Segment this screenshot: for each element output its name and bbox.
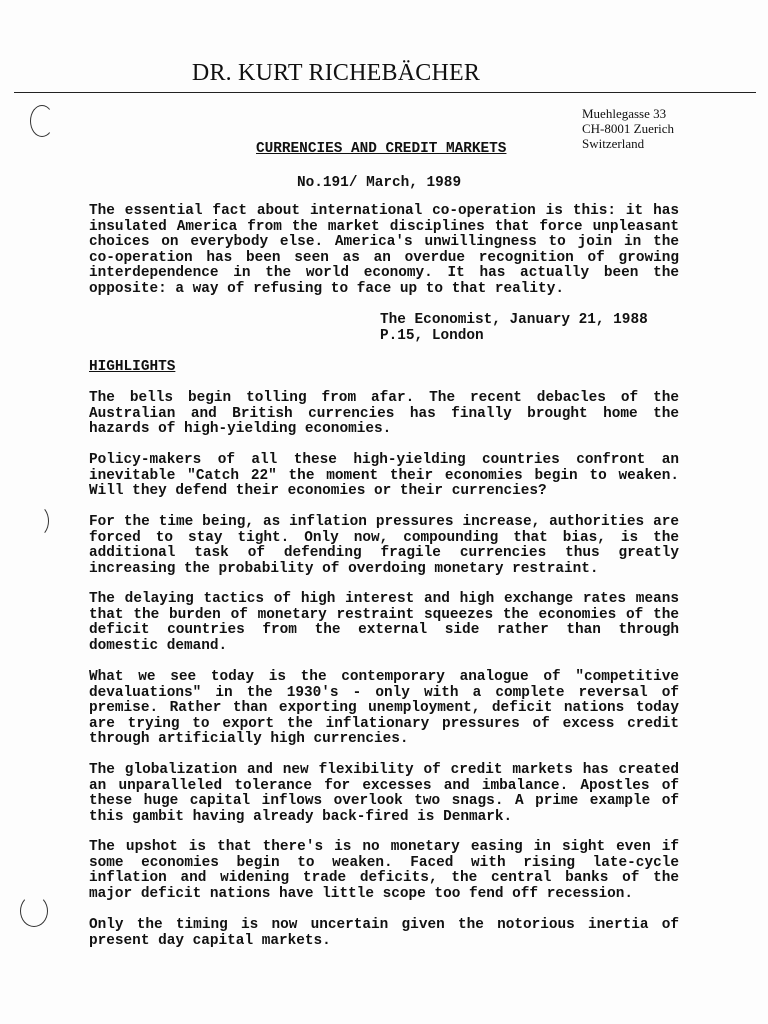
address-line: Muehlegasse 33: [582, 106, 667, 121]
highlight-paragraph: What we see today is the contemporary analogue of "competitive devaluations" in the 1930's - only with a complete reversal of premise. Rather than exporting unemployment, deficit nations today are trying to export the inflationary pressures of excess credit through artificially high currencies.: [89, 669, 679, 748]
address-line: Switzerland: [582, 136, 645, 151]
letterhead-rule: [14, 92, 756, 93]
punch-hole-mark: [25, 505, 49, 537]
highlight-paragraph: The upshot is that there's is no monetary easing in sight even if some economies begin to weaken. Faced with rising late-cycle inflation and widening trade deficits, the central banks of the major deficit nations have little scope too fend off recession.: [89, 839, 679, 902]
highlight-paragraph: Only the timing is now uncertain given the notorious inertia of present day capital markets.: [89, 917, 679, 949]
document-title: CURRENCIES AND CREDIT MARKETS: [256, 141, 507, 157]
quote-attribution: [380, 313, 648, 344]
attribution-line: P.15, London: [380, 327, 484, 344]
highlights-heading: HIGHLIGHTS: [89, 359, 176, 375]
highlight-paragraph: Policy-makers of all these high-yielding countries confront an inevitable "Catch 22" the moment their economies begin to weaken. Will they defend their economies or their currencies?: [89, 452, 679, 500]
highlight-paragraph: The bells begin tolling from afar. The recent debacles of the Australian and British currencies has finally brought home the hazards of high-yielding economies.: [89, 390, 679, 438]
highlight-paragraph: For the time being, as inflation pressures increase, authorities are forced to stay tight. Only now, compounding that bias, is the additional task of defending fragile currencies thus greatly increasing the probability of overdoing monetary restraint.: [89, 514, 679, 577]
issue-line: No.191/ March, 1989: [297, 175, 462, 191]
attribution-line: The Economist, January 21, 1988: [380, 312, 648, 328]
letterhead-name: DR. KURT RICHEBÄCHER: [191, 60, 481, 86]
punch-hole-mark: [30, 105, 54, 137]
highlight-paragraph: The globalization and new flexibility of credit markets has created an unparalleled tolerance for excesses and imbalance. Apostles of these huge capital inflows overlook two snags. A prime example of this gambit having already back-fired is Denmark.: [89, 762, 679, 825]
address-line: CH-8001 Zuerich: [582, 121, 675, 136]
epigraph-quote: The essential fact about international co-operation is this: it has insulated America from the market disciplines that force unpleasant choices on everybody else. America's unwillingness to join in the co-operation has been seen as an overdue recognition of growing interdependence in the world economy. It has actually been the opposite: a way of refusing to face up to that reality.: [89, 203, 679, 297]
punch-hole-mark: [20, 895, 48, 927]
letterhead-address: [582, 106, 674, 151]
highlight-paragraph: The delaying tactics of high interest and high exchange rates means that the burden of monetary restraint squeezes the economies of the deficit countries from the external side rather than through domestic demand.: [89, 591, 679, 654]
